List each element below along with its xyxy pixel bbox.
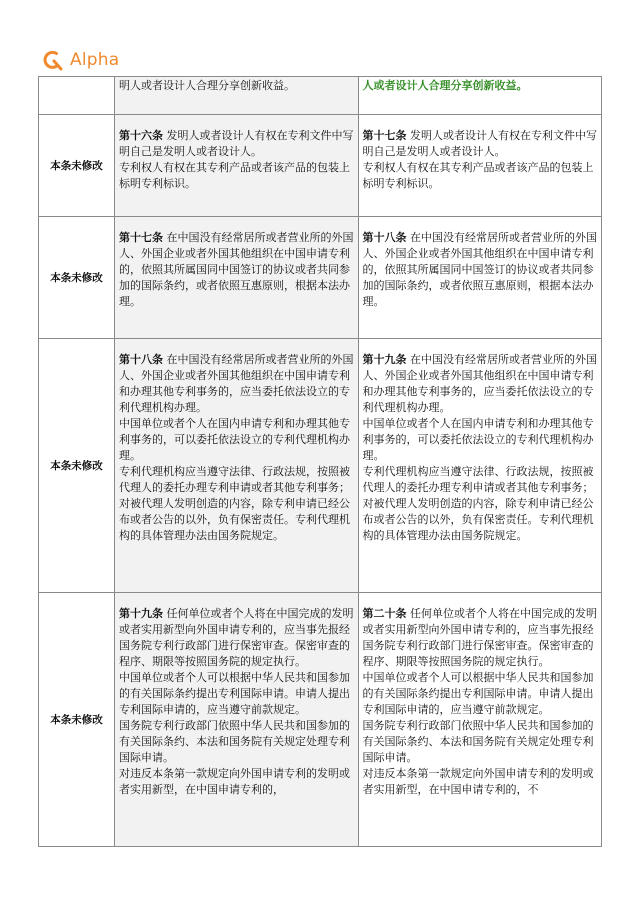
old-paragraph: 国务院专利行政部门依照中华人民共和国参加的有关国际条约、本法和国务院有关规定处理专利国际申请。 — [119, 719, 350, 764]
table-row — [39, 339, 602, 593]
status-cell: 本条未修改 — [39, 115, 115, 217]
old-paragraph: 专利代理机构应当遵守法律、行政法规，按照被代理人的委托办理专利申请或者其他专利事务；对被代理人发明创造的内容，除专利申请已经公布或者公告的以外，负有保密责任。专利代理机构的具体管理办法由国务院规定。 — [119, 465, 350, 542]
article-number: 第二十条 — [362, 607, 407, 620]
article-text: 在中国没有经常居所或者营业所的外国人、外国企业或者外国其他组织在中国申请专利的，依照其所属国同中国签订的协议或者共同参加的国际条约，或者依照互惠原则，根据本法办理。 — [362, 231, 597, 308]
new-paragraph: 专利代理机构应当遵守法律、行政法规，按照被代理人的委托办理专利申请或者其他专利事务；对被代理人发明创造的内容，除专利申请已经公布或者公告的以外，负有保密责任。专利代理机构的具体管理办法由国务院规定。 — [362, 465, 594, 542]
status-cell: 本条未修改 — [39, 593, 115, 847]
new-paragraph: 中国单位或者个人可以根据中华人民共和国参加的有关国际条约提出专利国际申请。申请人提出专利国际申请的，应当遵守前款规定。 — [362, 671, 594, 716]
article-text: 发明人或者设计人有权在专利文件中写明自己是发明人或者设计人。 — [362, 129, 597, 158]
article-number: 第十七条 — [119, 231, 163, 244]
article-number: 第十九条 — [119, 607, 163, 620]
old-text-cell — [115, 77, 359, 115]
status-cell: 本条未修改 — [39, 217, 115, 339]
old-paragraph: 明人或者设计人合理分享创新收益。 — [119, 79, 295, 92]
table-row — [39, 593, 602, 847]
new-text-cell — [358, 593, 602, 847]
new-text-cell — [358, 339, 602, 593]
new-paragraph — [363, 606, 599, 670]
new-text-cell — [358, 77, 602, 115]
old-text-cell — [115, 115, 359, 217]
article-text: 在中国没有经常居所或者营业所的外国人、外国企业或者外国其他组织在中国申请专利和办理其他专利事务的，应当委托依法设立的专利代理机构办理。 — [362, 353, 597, 414]
table-row — [39, 115, 602, 217]
article-text: 发明人或者设计人有权在专利文件中写明自己是发明人或者设计人。 — [119, 129, 354, 158]
alpha-logo-icon — [42, 49, 64, 71]
article-text: 在中国没有经常居所或者营业所的外国人、外国企业或者外国其他组织在中国申请专利和办理其他专利事务的，应当委托依法设立的专利代理机构办理。 — [119, 353, 354, 414]
article-number: 第十六条 — [119, 129, 163, 142]
old-paragraph: 对违反本条第一款规定向外国申请专利的发明或者实用新型，在中国申请专利的， — [119, 767, 350, 796]
article-text: 在中国没有经常居所或者营业所的外国人、外国企业或者外国其他组织在中国申请专利的，依照其所属国同中国签订的协议或者共同参加的国际条约，或者依照互惠原则，根据本法办理。 — [119, 231, 354, 308]
brand-name: Alpha — [70, 50, 120, 70]
old-paragraph: 专利权人有权在其专利产品或者该产品的包装上标明专利标识。 — [119, 161, 350, 190]
brand-logo — [42, 47, 119, 73]
article-number: 第十八条 — [119, 353, 163, 366]
old-paragraph: 中国单位或者个人可以根据中华人民共和国参加的有关国际条约提出专利国际申请。申请人提出专利国际申请的，应当遵守前款规定。 — [119, 671, 350, 716]
new-paragraph: 国务院专利行政部门依照中华人民共和国参加的有关国际条约、本法和国务院有关规定处理专利国际申请。 — [362, 719, 594, 764]
article-number: 第十八条 — [362, 231, 407, 244]
article-number: 第十九条 — [362, 353, 407, 366]
status-cell: 本条未修改 — [39, 339, 115, 593]
new-paragraph: 对违反本条第一款规定向外国申请专利的发明或者实用新型，在中国申请专利的，不 — [362, 767, 594, 796]
article-number: 第十七条 — [362, 129, 407, 142]
old-paragraph — [119, 128, 355, 160]
new-paragraph — [363, 352, 599, 416]
status-cell — [39, 77, 115, 115]
new-paragraph-changed: 人或者设计人合理分享创新收益。 — [362, 79, 528, 92]
new-text-cell — [358, 115, 602, 217]
article-text: 任何单位或者个人将在中国完成的发明或者实用新型向外国申请专利的，应当事先报经国务院专利行政部门进行保密审查。保密审查的程序、期限等按照国务院的规定执行。 — [119, 607, 354, 668]
old-paragraph — [119, 606, 355, 670]
new-paragraph — [363, 128, 599, 160]
old-paragraph: 中国单位或者个人在国内申请专利和办理其他专利事务的，可以委托依法设立的专利代理机构办理。 — [119, 417, 350, 462]
new-paragraph: 中国单位或者个人在国内申请专利和办理其他专利事务的，可以委托依法设立的专利代理机构办理。 — [362, 417, 594, 462]
new-paragraph — [363, 230, 599, 310]
new-paragraph: 专利权人有权在其专利产品或者该产品的包装上标明专利标识。 — [362, 161, 594, 190]
old-text-cell — [115, 593, 359, 847]
table-row — [39, 217, 602, 339]
comparison-table — [38, 76, 602, 847]
old-text-cell — [115, 217, 359, 339]
old-paragraph — [119, 230, 355, 310]
old-paragraph — [119, 352, 355, 416]
table-row — [39, 77, 602, 115]
new-text-cell — [358, 217, 602, 339]
old-text-cell — [115, 339, 359, 593]
article-text: 任何单位或者个人将在中国完成的发明或者实用新型向外国申请专利的，应当事先报经国务院专利行政部门进行保密审查。保密审查的程序、期限等按照国务院的规定执行。 — [362, 607, 597, 668]
